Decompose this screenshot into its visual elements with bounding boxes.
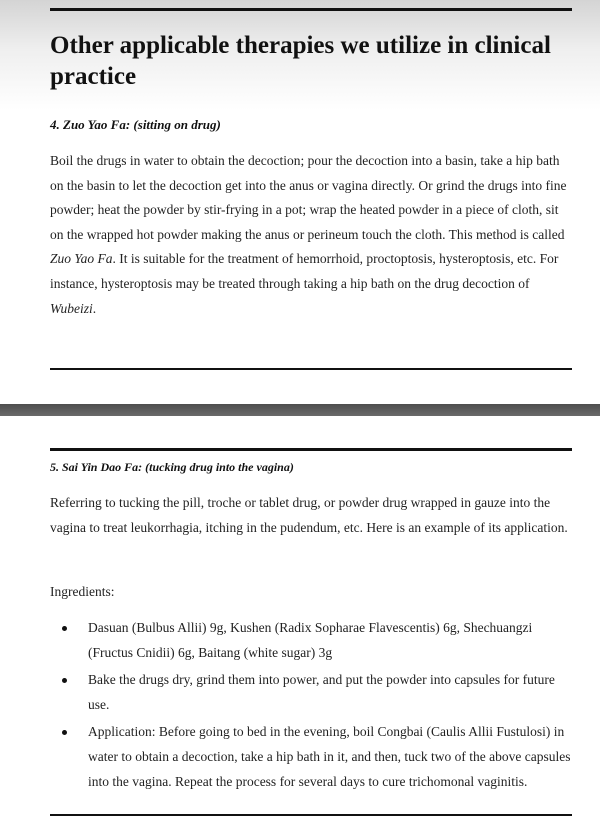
section-heading-sai-yin-dao-fa: 5. Sai Yin Dao Fa: (tucking drug into the vagina) xyxy=(50,460,294,474)
paragraph-text-part: . It is suitable for the treatment of hemorrhoid, proctoptosis, hysteroptosis, etc. For instance, hysteroptosis may be treated through taking a hip bath on the drug decoction of xyxy=(50,251,559,291)
list-item xyxy=(50,720,572,794)
section-heading-zuo-yao-fa: 4. Zuo Yao Fa: (sitting on drug) xyxy=(50,117,221,132)
italic-term-zuo-yao-fa: Zuo Yao Fa xyxy=(50,251,113,267)
ingredients-list xyxy=(50,616,572,797)
bullet-icon xyxy=(62,730,67,735)
list-item xyxy=(50,668,572,717)
zuo-yao-fa-paragraph xyxy=(50,149,572,321)
list-item-text: Bake the drugs dry, grind them into power, and put the powder into capsules for future use. xyxy=(88,672,555,712)
ingredients-label: Ingredients: xyxy=(50,584,115,599)
list-item xyxy=(50,616,572,665)
top-rule xyxy=(50,448,572,451)
bottom-rule xyxy=(50,368,572,370)
document-page-2 xyxy=(0,416,600,828)
list-item-text: Application: Before going to bed in the evening, boil Congbai (Caulis Allii Fustulosi) in water to obtain a decoction, take a hip bath in it, and then, tuck two of the above capsules into the vagina. Repeat the process for several days to cure trichomonal vaginitis. xyxy=(88,724,571,789)
bullet-icon xyxy=(62,626,67,631)
top-rule xyxy=(50,8,572,11)
page-separator xyxy=(0,404,600,416)
document-page-1 xyxy=(0,0,600,404)
list-item-text: Dasuan (Bulbus Allii) 9g, Kushen (Radix Sopharae Flavescentis) 6g, Shechuangzi (Fructus Cnidii) 6g, Baitang (white sugar) 3g xyxy=(88,620,533,660)
bottom-rule xyxy=(50,814,572,816)
italic-term-wubeizi: Wubeizi xyxy=(50,300,93,316)
paragraph-text-part: Boil the drugs in water to obtain the decoction; pour the decoction into a basin, take a hip bath on the basin to let the decoction get into the anus or vagina directly. Or grind the drugs into fine powder; heat the powder by stir-frying in a pot; wrap the heated powder in a piece of cloth, sit on the wrapped hot powder making the anus or perineum touch the cloth. This method is called xyxy=(50,153,567,242)
page-title: Other applicable therapies we utilize in clinical practice xyxy=(50,32,551,90)
paragraph-text-part: . xyxy=(92,300,97,316)
sai-yin-dao-fa-intro: Referring to tucking the pill, troche or tablet drug, or powder drug wrapped in gauze into the vagina to treat leukorrhagia, itching in the pudendum, etc. Here is an example of its application. xyxy=(50,495,568,535)
bullet-icon xyxy=(62,678,67,683)
